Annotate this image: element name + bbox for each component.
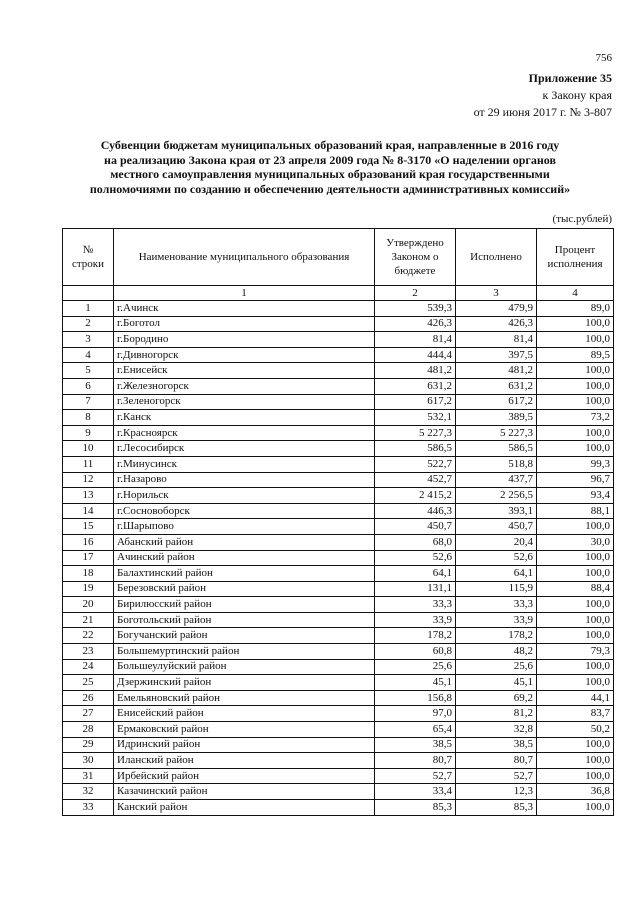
municipality-cell: Идринский район (114, 737, 375, 753)
executed-cell: 69,2 (456, 690, 537, 706)
table-row (63, 706, 614, 722)
row-number-cell: 30 (63, 753, 114, 769)
row-number-cell: 3 (63, 332, 114, 348)
municipality-cell: Богучанский район (114, 628, 375, 644)
percent-cell: 93,4 (537, 488, 614, 504)
header-approved: Утверждено Законом о бюджете (375, 229, 456, 286)
table-row (63, 566, 614, 582)
executed-cell: 479,9 (456, 301, 537, 317)
table-row (63, 597, 614, 613)
appendix-block (474, 70, 612, 121)
approved-cell: 5 227,3 (375, 425, 456, 441)
percent-cell: 96,7 (537, 472, 614, 488)
percent-cell: 100,0 (537, 768, 614, 784)
approved-cell: 156,8 (375, 690, 456, 706)
municipality-cell: Казачинский район (114, 784, 375, 800)
row-number-cell: 10 (63, 441, 114, 457)
executed-cell: 450,7 (456, 519, 537, 535)
percent-cell: 100,0 (537, 519, 614, 535)
municipality-cell: г.Канск (114, 410, 375, 426)
table-row (63, 768, 614, 784)
executed-cell: 52,7 (456, 768, 537, 784)
municipality-cell: г.Шарыпово (114, 519, 375, 535)
approved-cell: 65,4 (375, 722, 456, 738)
row-number-cell: 23 (63, 644, 114, 660)
municipality-cell: г.Енисейск (114, 363, 375, 379)
table-row (63, 784, 614, 800)
percent-cell: 100,0 (537, 675, 614, 691)
percent-cell: 79,3 (537, 644, 614, 660)
row-number-cell: 29 (63, 737, 114, 753)
municipality-cell: г.Дивногорск (114, 347, 375, 363)
table-row (63, 363, 614, 379)
table-body (63, 301, 614, 816)
appendix-date: от 29 июня 2017 г. № 3-807 (473, 105, 612, 119)
executed-cell: 397,5 (456, 347, 537, 363)
executed-cell: 45,1 (456, 675, 537, 691)
title-line: местного самоуправления муниципальных образований края государственными (110, 167, 550, 182)
column-number-row (63, 286, 614, 301)
executed-cell: 631,2 (456, 378, 537, 394)
percent-cell: 100,0 (537, 597, 614, 613)
approved-cell: 426,3 (375, 316, 456, 332)
executed-cell: 393,1 (456, 503, 537, 519)
table-row (63, 456, 614, 472)
percent-cell: 100,0 (537, 394, 614, 410)
row-number-cell: 26 (63, 690, 114, 706)
table-row (63, 581, 614, 597)
table-row (63, 644, 614, 660)
approved-cell: 33,3 (375, 597, 456, 613)
table-row (63, 425, 614, 441)
percent-cell: 100,0 (537, 425, 614, 441)
municipality-cell: г.Назарово (114, 472, 375, 488)
executed-cell: 81,2 (456, 706, 537, 722)
percent-cell: 30,0 (537, 534, 614, 550)
executed-cell: 12,3 (456, 784, 537, 800)
percent-cell: 89,0 (537, 301, 614, 317)
row-number-cell: 15 (63, 519, 114, 535)
table-row (63, 301, 614, 317)
column-number: 3 (456, 286, 537, 301)
table-row (63, 690, 614, 706)
table-row (63, 316, 614, 332)
approved-cell: 80,7 (375, 753, 456, 769)
approved-cell: 2 415,2 (375, 488, 456, 504)
municipality-cell: Енисейский район (114, 706, 375, 722)
municipality-cell: г.Боготол (114, 316, 375, 332)
approved-cell: 38,5 (375, 737, 456, 753)
municipality-cell: Дзержинский район (114, 675, 375, 691)
row-number-cell: 2 (63, 316, 114, 332)
row-number-cell: 24 (63, 659, 114, 675)
executed-cell: 81,4 (456, 332, 537, 348)
header-row-number: № строки (63, 229, 114, 286)
municipality-cell: Ачинский район (114, 550, 375, 566)
approved-cell: 52,7 (375, 768, 456, 784)
table-row (63, 628, 614, 644)
approved-cell: 85,3 (375, 800, 456, 816)
municipality-cell: Иланский район (114, 753, 375, 769)
row-number-cell: 6 (63, 378, 114, 394)
row-number-cell: 20 (63, 597, 114, 613)
document-title (60, 138, 600, 196)
table-row (63, 737, 614, 753)
column-number: 2 (375, 286, 456, 301)
units-label: (тыс.рублей) (552, 213, 612, 225)
approved-cell: 97,0 (375, 706, 456, 722)
approved-cell: 452,7 (375, 472, 456, 488)
executed-cell: 25,6 (456, 659, 537, 675)
row-number-cell: 17 (63, 550, 114, 566)
executed-cell: 80,7 (456, 753, 537, 769)
percent-cell: 100,0 (537, 441, 614, 457)
row-number-cell: 31 (63, 768, 114, 784)
executed-cell: 617,2 (456, 394, 537, 410)
percent-cell: 88,4 (537, 581, 614, 597)
approved-cell: 45,1 (375, 675, 456, 691)
municipality-cell: г.Минусинск (114, 456, 375, 472)
approved-cell: 33,4 (375, 784, 456, 800)
table-row (63, 394, 614, 410)
approved-cell: 25,6 (375, 659, 456, 675)
approved-cell: 522,7 (375, 456, 456, 472)
approved-cell: 33,9 (375, 612, 456, 628)
municipality-cell: г.Норильск (114, 488, 375, 504)
municipality-cell: г.Сосновоборск (114, 503, 375, 519)
executed-cell: 33,3 (456, 597, 537, 613)
title-line: на реализацию Закона края от 23 апреля 2009 года № 8-3170 «О наделении органов (104, 152, 556, 167)
approved-cell: 68,0 (375, 534, 456, 550)
municipality-cell: Абанский район (114, 534, 375, 550)
municipality-cell: г.Зеленогорск (114, 394, 375, 410)
table-row (63, 675, 614, 691)
municipality-cell: Боготольский район (114, 612, 375, 628)
percent-cell: 89,5 (537, 347, 614, 363)
column-number: 4 (537, 286, 614, 301)
table-row (63, 550, 614, 566)
row-number-cell: 27 (63, 706, 114, 722)
percent-cell: 100,0 (537, 332, 614, 348)
percent-cell: 88,1 (537, 503, 614, 519)
percent-cell: 100,0 (537, 737, 614, 753)
executed-cell: 426,3 (456, 316, 537, 332)
approved-cell: 60,8 (375, 644, 456, 660)
approved-cell: 631,2 (375, 378, 456, 394)
table-row (63, 378, 614, 394)
municipality-cell: Березовский район (114, 581, 375, 597)
row-number-cell: 21 (63, 612, 114, 628)
executed-cell: 586,5 (456, 441, 537, 457)
executed-cell: 20,4 (456, 534, 537, 550)
approved-cell: 617,2 (375, 394, 456, 410)
executed-cell: 33,9 (456, 612, 537, 628)
table-row (63, 332, 614, 348)
row-number-cell: 28 (63, 722, 114, 738)
approved-cell: 64,1 (375, 566, 456, 582)
municipality-cell: Емельяновский район (114, 690, 375, 706)
row-number-cell: 22 (63, 628, 114, 644)
table-row (63, 800, 614, 816)
municipality-cell: г.Ачинск (114, 301, 375, 317)
header-municipality: Наименование муниципального образования (114, 229, 375, 286)
table-row (63, 472, 614, 488)
percent-cell: 100,0 (537, 612, 614, 628)
column-number-blank (63, 286, 114, 301)
executed-cell: 2 256,5 (456, 488, 537, 504)
title-line: полномочиями по созданию и обеспечению деятельности административных комиссий» (89, 181, 571, 196)
executed-cell: 178,2 (456, 628, 537, 644)
municipality-cell: Ирбейский район (114, 768, 375, 784)
table-row (63, 753, 614, 769)
executed-cell: 115,9 (456, 581, 537, 597)
executed-cell: 5 227,3 (456, 425, 537, 441)
municipality-cell: г.Красноярск (114, 425, 375, 441)
table-row (63, 347, 614, 363)
percent-cell: 100,0 (537, 800, 614, 816)
municipality-cell: Канский район (114, 800, 375, 816)
row-number-cell: 25 (63, 675, 114, 691)
row-number-cell: 16 (63, 534, 114, 550)
percent-cell: 73,2 (537, 410, 614, 426)
header-executed: Исполнено (456, 229, 537, 286)
executed-cell: 32,8 (456, 722, 537, 738)
municipality-cell: Большеулуйский район (114, 659, 375, 675)
table-row (63, 410, 614, 426)
row-number-cell: 13 (63, 488, 114, 504)
table-row (63, 722, 614, 738)
percent-cell: 100,0 (537, 378, 614, 394)
approved-cell: 52,6 (375, 550, 456, 566)
row-number-cell: 1 (63, 301, 114, 317)
header-percent: Процент исполнения (537, 229, 614, 286)
percent-cell: 100,0 (537, 659, 614, 675)
approved-cell: 81,4 (375, 332, 456, 348)
executed-cell: 64,1 (456, 566, 537, 582)
executed-cell: 48,2 (456, 644, 537, 660)
executed-cell: 85,3 (456, 800, 537, 816)
table-row (63, 659, 614, 675)
municipality-cell: Бирилюсский район (114, 597, 375, 613)
row-number-cell: 11 (63, 456, 114, 472)
row-number-cell: 19 (63, 581, 114, 597)
approved-cell: 532,1 (375, 410, 456, 426)
municipality-cell: г.Железногорск (114, 378, 375, 394)
municipality-cell: г.Лесосибирск (114, 441, 375, 457)
appendix-law-ref: к Закону края (542, 88, 612, 102)
row-number-cell: 7 (63, 394, 114, 410)
approved-cell: 446,3 (375, 503, 456, 519)
table-row (63, 488, 614, 504)
approved-cell: 178,2 (375, 628, 456, 644)
percent-cell: 100,0 (537, 550, 614, 566)
percent-cell: 36,8 (537, 784, 614, 800)
percent-cell: 100,0 (537, 316, 614, 332)
subventions-table (62, 228, 614, 816)
executed-cell: 38,5 (456, 737, 537, 753)
approved-cell: 481,2 (375, 363, 456, 379)
row-number-cell: 12 (63, 472, 114, 488)
approved-cell: 586,5 (375, 441, 456, 457)
municipality-cell: Большемуртинский район (114, 644, 375, 660)
table-row (63, 441, 614, 457)
row-number-cell: 5 (63, 363, 114, 379)
appendix-title: Приложение 35 (528, 71, 612, 85)
row-number-cell: 4 (63, 347, 114, 363)
approved-cell: 131,1 (375, 581, 456, 597)
approved-cell: 539,3 (375, 301, 456, 317)
percent-cell: 44,1 (537, 690, 614, 706)
page-number: 756 (595, 52, 612, 64)
row-number-cell: 9 (63, 425, 114, 441)
percent-cell: 100,0 (537, 753, 614, 769)
approved-cell: 450,7 (375, 519, 456, 535)
row-number-cell: 14 (63, 503, 114, 519)
executed-cell: 52,6 (456, 550, 537, 566)
percent-cell: 100,0 (537, 628, 614, 644)
title-line: Субвенции бюджетам муниципальных образований края, направленные в 2016 году (100, 138, 560, 152)
column-number: 1 (114, 286, 375, 301)
table-header-row (63, 229, 614, 286)
table-row (63, 534, 614, 550)
percent-cell: 100,0 (537, 363, 614, 379)
municipality-cell: Балахтинский район (114, 566, 375, 582)
executed-cell: 481,2 (456, 363, 537, 379)
executed-cell: 518,8 (456, 456, 537, 472)
row-number-cell: 32 (63, 784, 114, 800)
percent-cell: 99,3 (537, 456, 614, 472)
executed-cell: 437,7 (456, 472, 537, 488)
executed-cell: 389,5 (456, 410, 537, 426)
row-number-cell: 18 (63, 566, 114, 582)
approved-cell: 444,4 (375, 347, 456, 363)
table-row (63, 519, 614, 535)
municipality-cell: г.Бородино (114, 332, 375, 348)
percent-cell: 50,2 (537, 722, 614, 738)
table-row (63, 612, 614, 628)
row-number-cell: 8 (63, 410, 114, 426)
percent-cell: 83,7 (537, 706, 614, 722)
row-number-cell: 33 (63, 800, 114, 816)
municipality-cell: Ермаковский район (114, 722, 375, 738)
table-row (63, 503, 614, 519)
percent-cell: 100,0 (537, 566, 614, 582)
